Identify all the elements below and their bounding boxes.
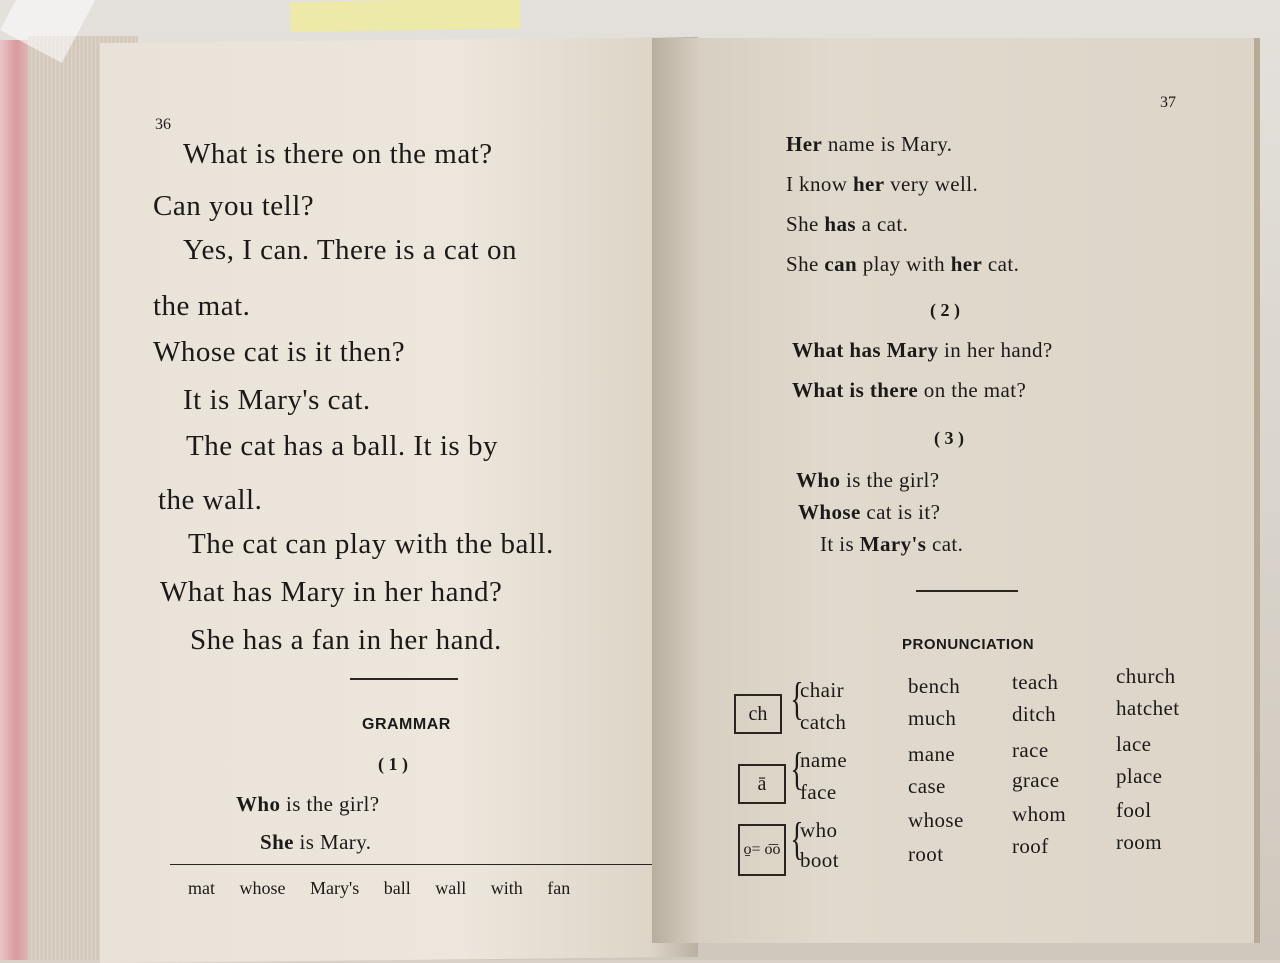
vocab-word: fan <box>547 878 571 898</box>
pron-word: race <box>1012 738 1049 762</box>
pron-word: mane <box>908 742 956 766</box>
text-line: the wall. <box>158 484 263 516</box>
pron-word: teach <box>1012 670 1059 694</box>
section-number: ( 2 ) <box>930 300 960 320</box>
text-line: Can you tell? <box>153 190 315 222</box>
page-number-left: 36 <box>155 116 171 133</box>
question-line: Whose cat is it? <box>798 500 941 524</box>
text-line: I know her very well. <box>786 172 979 196</box>
pron-word: chair <box>800 678 844 702</box>
vocab-word: whose <box>239 878 286 898</box>
vocab-word: ball <box>383 878 411 898</box>
sound-box: o̱= o͞o <box>738 824 786 876</box>
section-number: ( 1 ) <box>378 754 408 774</box>
question-line: Who is the girl? <box>796 468 940 492</box>
pron-word: boot <box>800 848 839 872</box>
vocab-word: wall <box>435 878 467 898</box>
pron-word: grace <box>1012 768 1060 792</box>
brace-icon: { <box>790 813 804 864</box>
brace-icon: { <box>790 743 804 794</box>
vocabulary-list <box>188 878 570 899</box>
pron-word: bench <box>908 674 961 698</box>
sound-box: ch <box>734 694 782 734</box>
pron-word: who <box>800 818 838 842</box>
text-line: Her name is Mary. <box>786 132 953 156</box>
text-line: the mat. <box>153 290 251 322</box>
pron-word: whose <box>908 808 964 832</box>
pron-word: lace <box>1116 732 1152 756</box>
vocab-word: mat <box>188 878 215 898</box>
pron-word: ditch <box>1012 702 1056 726</box>
pron-word: room <box>1116 830 1162 854</box>
divider <box>350 678 458 680</box>
pron-word: hatchet <box>1116 696 1180 720</box>
text-line: The cat can play with the ball. <box>188 528 554 560</box>
text-line: She has a fan in her hand. <box>190 624 502 656</box>
text-line: Whose cat is it then? <box>153 336 406 368</box>
text-line: She can play with her cat. <box>786 252 1020 276</box>
page-number-right: 37 <box>1160 94 1176 111</box>
pron-word: root <box>908 842 944 866</box>
grammar-line: Who is the girl? <box>236 792 380 816</box>
pron-word: case <box>908 774 946 798</box>
question-line: What has Mary in her hand? <box>792 338 1053 362</box>
grammar-heading: GRAMMAR <box>362 716 451 733</box>
text-line: It is Mary's cat. <box>183 384 371 416</box>
divider <box>916 590 1018 592</box>
pron-word: name <box>800 748 848 772</box>
sticky-note <box>290 0 520 32</box>
brace-icon: { <box>790 673 804 724</box>
pron-word: place <box>1116 764 1163 788</box>
pron-word: church <box>1116 664 1176 688</box>
text-line: Yes, I can. There is a cat on <box>183 234 517 266</box>
section-number: ( 3 ) <box>934 428 964 448</box>
pronunciation-heading: PRONUNCIATION <box>902 636 1035 653</box>
vocab-word: with <box>490 878 523 898</box>
question-line: It is Mary's cat. <box>820 532 964 556</box>
grammar-line: She is Mary. <box>260 830 372 854</box>
text-line: She has a cat. <box>786 212 909 236</box>
text-line: What is there on the mat? <box>183 138 493 170</box>
question-line: What is there on the mat? <box>792 378 1027 402</box>
pron-word: whom <box>1012 802 1067 826</box>
pron-word: fool <box>1116 798 1152 822</box>
pron-word: roof <box>1012 834 1049 858</box>
pron-word: face <box>800 780 837 804</box>
sound-box: ā <box>738 764 786 804</box>
footer-rule <box>170 864 660 865</box>
text-line: The cat has a ball. It is by <box>186 430 498 462</box>
pron-word: much <box>908 706 957 730</box>
pron-word: catch <box>800 710 847 734</box>
vocab-word: Mary's <box>310 878 360 898</box>
text-line: What has Mary in her hand? <box>160 576 503 608</box>
